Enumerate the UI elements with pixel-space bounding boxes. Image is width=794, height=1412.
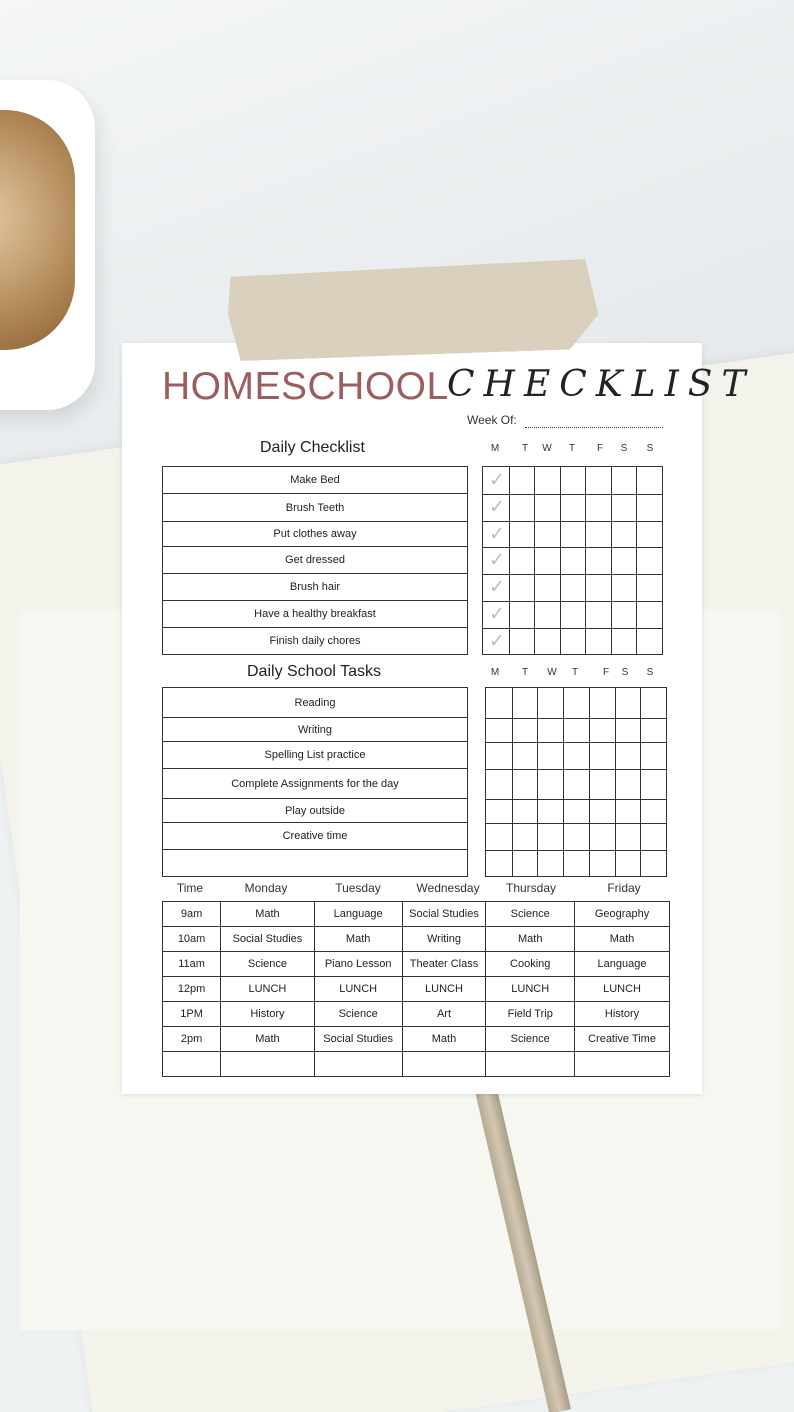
schedule-subject-cell: Math — [402, 1027, 486, 1052]
day-header: T — [571, 667, 579, 678]
schedule-row — [163, 1002, 670, 1027]
checklist-item: Finish daily chores — [269, 635, 361, 647]
grid-column-line — [585, 467, 586, 654]
daily-checklist-title: Daily Checklist — [260, 439, 365, 456]
checklist-item: Creative time — [163, 823, 467, 850]
checkmark-icon[interactable]: ✓ — [489, 497, 505, 518]
schedule-subject-cell: LUNCH — [221, 977, 315, 1002]
day-header: T — [568, 443, 576, 454]
day-header: S — [646, 443, 654, 454]
schedule-subject-cell: Creative Time — [575, 1027, 670, 1052]
schedule-subject-cell: LUNCH — [575, 977, 670, 1002]
grid-column-line — [537, 688, 538, 876]
day-header: T — [521, 667, 529, 678]
checkmark-icon[interactable]: ✓ — [489, 577, 505, 598]
schedule-subject-cell: History — [221, 1002, 315, 1027]
schedule-subject-cell: Math — [221, 1027, 315, 1052]
grid-column-line — [615, 688, 616, 876]
schedule-subject-cell: Language — [314, 902, 402, 927]
checklist-item: Get dressed — [163, 547, 467, 574]
checkmark-icon[interactable]: ✓ — [489, 470, 505, 491]
schedule-subject-cell: Social Studies — [314, 1027, 402, 1052]
daily-checklist-grid[interactable] — [482, 466, 663, 655]
schedule-row — [163, 927, 670, 952]
schedule-subject-cell: Science — [486, 902, 575, 927]
schedule-subject-cell: LUNCH — [402, 977, 486, 1002]
day-header: S — [621, 667, 629, 678]
schedule-header: Thursday — [505, 881, 557, 895]
grid-column-line — [636, 467, 637, 654]
schedule-header: Time — [176, 881, 204, 895]
schedule-subject-cell: Cooking — [486, 952, 575, 977]
schedule-subject-cell: Social Studies — [402, 902, 486, 927]
day-header: S — [620, 443, 628, 454]
schedule-subject-cell: Math — [314, 927, 402, 952]
schedule-subject-cell: History — [575, 1002, 670, 1027]
grid-row-line — [483, 601, 662, 602]
day-header: S — [646, 667, 654, 678]
schedule-subject-cell: LUNCH — [486, 977, 575, 1002]
grid-row-line — [483, 547, 662, 548]
grid-row-line — [486, 799, 666, 800]
checklist-item: Have a healthy breakfast — [163, 601, 467, 628]
grid-row-line — [483, 628, 662, 629]
grid-column-line — [611, 467, 612, 654]
grid-row-line — [483, 494, 662, 495]
checklist-item: Brush hair — [163, 574, 467, 601]
grid-column-line — [563, 688, 564, 876]
day-header: M — [490, 667, 500, 678]
week-of-label: Week Of: — [467, 413, 517, 427]
grid-row-line — [486, 823, 666, 824]
schedule-subject-cell: Art — [402, 1002, 486, 1027]
schedule-row — [163, 902, 670, 927]
grid-row-line — [486, 742, 666, 743]
day-header: T — [521, 443, 529, 454]
schedule-header: Friday — [607, 881, 641, 895]
grid-column-line — [534, 467, 535, 654]
schedule-subject-cell: Math — [221, 902, 315, 927]
school-tasks-grid[interactable] — [485, 687, 667, 877]
schedule-time-cell: 1PM — [163, 1002, 221, 1027]
schedule-subject-cell: Field Trip — [486, 1002, 575, 1027]
day-header: M — [490, 443, 500, 454]
day-header: F — [602, 667, 610, 678]
schedule-subject-cell: Language — [575, 952, 670, 977]
grid-column-line — [589, 688, 590, 876]
schedule-time-cell: 11am — [163, 952, 221, 977]
daily-school-tasks-title: Daily School Tasks — [247, 663, 381, 680]
schedule-row — [163, 977, 670, 1002]
day-header: F — [596, 443, 604, 454]
schedule-subject-cell: Science — [486, 1027, 575, 1052]
schedule-time-cell: 12pm — [163, 977, 221, 1002]
schedule-time-cell: 9am — [163, 902, 221, 927]
schedule-subject-cell: Theater Class — [402, 952, 486, 977]
grid-column-line — [512, 688, 513, 876]
grid-column-line — [640, 688, 641, 876]
checkmark-icon[interactable]: ✓ — [489, 550, 505, 571]
checklist-item: Writing — [163, 718, 467, 742]
schedule-subject-cell — [486, 1052, 575, 1077]
schedule-header: Monday — [244, 881, 288, 895]
schedule-subject-cell: Piano Lesson — [314, 952, 402, 977]
coffee-surface — [0, 110, 75, 350]
checklist-item: Put clothes away — [163, 522, 467, 547]
day-header: W — [547, 667, 557, 678]
schedule-subject-cell — [402, 1052, 486, 1077]
schedule-time-cell — [163, 1052, 221, 1077]
checklist-item: Brush Teeth — [163, 494, 467, 522]
grid-row-line — [486, 718, 666, 719]
grid-row-line — [483, 574, 662, 575]
grid-column-line — [509, 467, 510, 654]
day-header: W — [542, 443, 552, 454]
checkmark-icon[interactable]: ✓ — [489, 604, 505, 625]
grid-row-line — [486, 769, 666, 770]
schedule-row — [163, 1052, 670, 1077]
schedule-time-cell: 10am — [163, 927, 221, 952]
grid-row-line — [483, 521, 662, 522]
school-tasks-list — [162, 687, 468, 877]
grid-row-line — [486, 850, 666, 851]
schedule-time-cell: 2pm — [163, 1027, 221, 1052]
schedule-subject-cell: Math — [486, 927, 575, 952]
checklist-item: Make Bed — [163, 467, 467, 494]
schedule-subject-cell: Social Studies — [221, 927, 315, 952]
schedule-row — [163, 952, 670, 977]
checklist-sheet — [122, 343, 755, 1094]
schedule-subject-cell: Science — [314, 1002, 402, 1027]
checkmark-icon[interactable]: ✓ — [489, 631, 505, 652]
schedule-subject-cell — [314, 1052, 402, 1077]
daily-checklist-list — [162, 466, 468, 655]
checklist-item: Complete Assignments for the day — [163, 769, 467, 799]
grid-column-line — [560, 467, 561, 654]
checkmark-icon[interactable]: ✓ — [489, 524, 505, 545]
schedule-subject-cell: Writing — [402, 927, 486, 952]
checklist-item: Reading — [163, 688, 467, 718]
schedule-subject-cell — [575, 1052, 670, 1077]
schedule-header: Wednesday — [416, 881, 480, 895]
schedule-row — [163, 1027, 670, 1052]
weekly-schedule-table — [162, 901, 670, 1077]
schedule-subject-cell: Math — [575, 927, 670, 952]
schedule-subject-cell: Science — [221, 952, 315, 977]
schedule-subject-cell — [221, 1052, 315, 1077]
schedule-header: Tuesday — [335, 881, 381, 895]
week-of-field[interactable] — [525, 427, 663, 428]
schedule-subject-cell: Geography — [575, 902, 670, 927]
schedule-subject-cell: LUNCH — [314, 977, 402, 1002]
checklist-item: Play outside — [163, 799, 467, 823]
checklist-item: Spelling List practice — [163, 742, 467, 769]
title-homeschool: HOMESCHOOL — [162, 365, 449, 408]
title-checklist: CHECKLIST — [447, 364, 755, 405]
checklist-item — [163, 850, 467, 876]
